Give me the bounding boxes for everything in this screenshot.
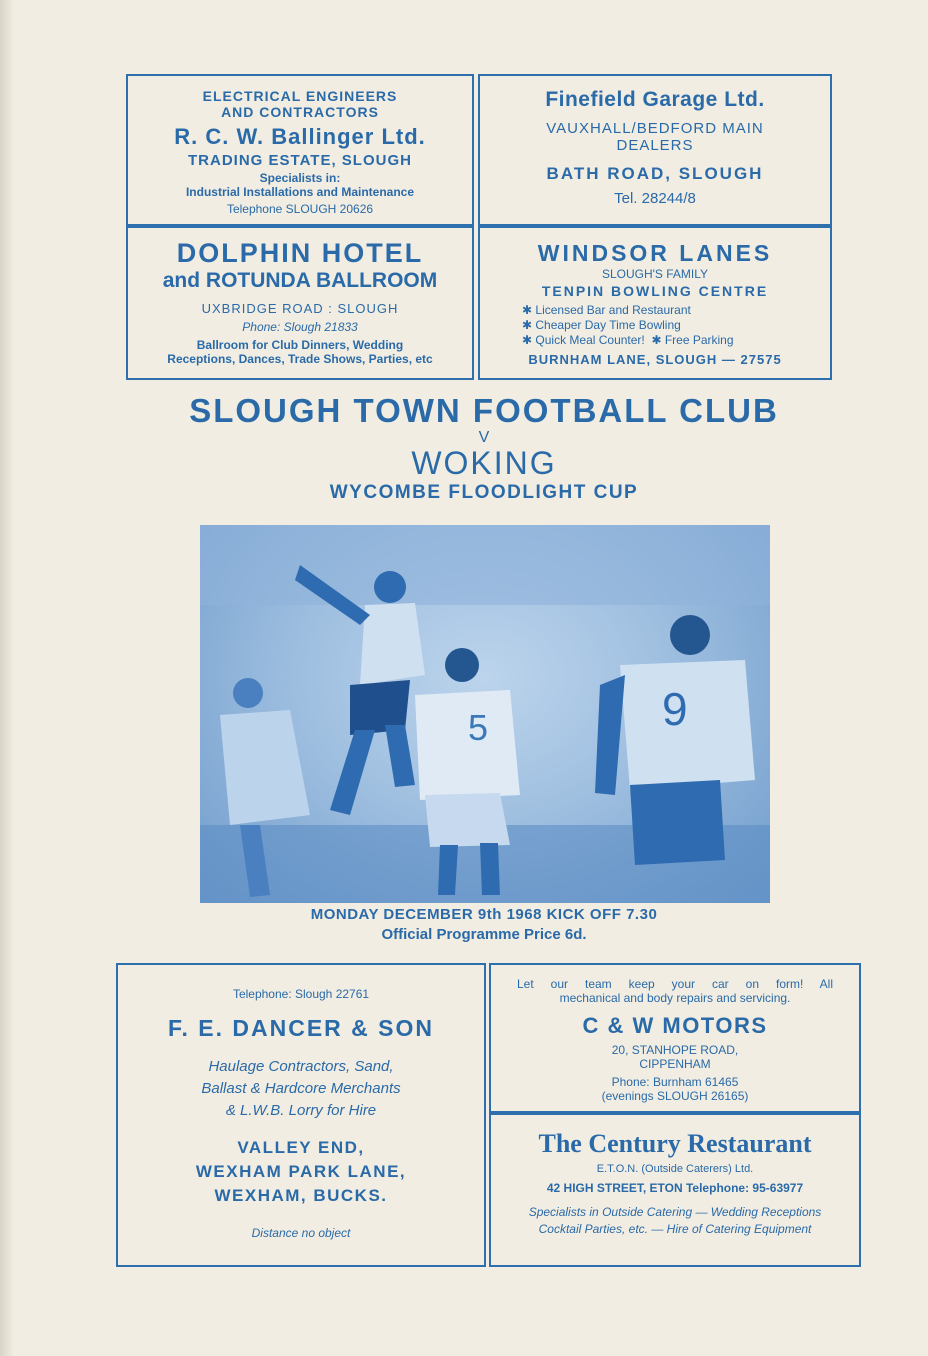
windsor-bullet-parking: ✱ Free Parking [651,333,734,347]
ballinger-services: Industrial Installations and Maintenance [185,185,415,199]
football-action-illustration [200,525,770,903]
cw-addr2: CIPPENHAM [639,1057,711,1071]
dancer-addr1: VALLEY END, [237,1138,365,1157]
finefield-line2: DEALERS [616,137,694,154]
windsor-bullet-meal: ✱ Quick Meal Counter! [522,333,645,347]
dancer-desc3: & L.W.B. Lorry for Hire [225,1102,377,1119]
windsor-bullet-bowling: ✱ Cheaper Day Time Bowling [522,318,681,332]
cw-name: C & W MOTORS [582,1013,768,1038]
dolphin-desc1: Ballroom for Club Dinners, Wedding [196,338,404,352]
windsor-bullet-bar: ✱ Licensed Bar and Restaurant [522,303,691,317]
competition-title: WYCOMBE FLOODLIGHT CUP [329,482,639,503]
cw-intro2: mechanical and body repairs and servicing. [559,991,791,1005]
windsor-address: BURNHAM LANE, SLOUGH — 27575 [528,352,782,367]
cw-addr1: 20, STANHOPE ROAD, [611,1043,739,1057]
cw-phone2: (evenings SLOUGH 26165) [601,1089,749,1103]
ad-century-restaurant [489,1113,861,1267]
ad-dolphin-hotel [126,226,474,380]
dolphin-desc2: Receptions, Dances, Trade Shows, Parties, etc [167,352,433,366]
ballinger-address: TRADING ESTATE, SLOUGH [188,152,412,169]
dancer-addr3: WEXHAM, BUCKS. [214,1186,388,1205]
dancer-name: F. E. DANCER & SON [167,1015,435,1041]
windsor-name: WINDSOR LANES [537,240,773,266]
ballinger-phone: Telephone SLOUGH 20626 [226,202,374,216]
cw-intro1: Let our team keep your car on form! All [517,977,833,991]
opponent-title: WOKING [411,445,557,481]
century-name: The Century Restaurant [538,1129,812,1158]
century-desc2: Cocktail Parties, etc. — Hire of Catering Equipment [538,1222,812,1236]
dolphin-phone: Phone: Slough 21833 [242,320,358,334]
shirt-number-5: 5 [468,707,489,748]
finefield-line1: VAUXHALL/BEDFORD MAIN [546,120,764,137]
ad-windsor-lanes [478,226,832,380]
cw-phone1: Phone: Burnham 61465 [611,1075,739,1089]
dolphin-address: UXBRIDGE ROAD : SLOUGH [201,301,399,316]
ballinger-name: R. C. W. Ballinger Ltd. [174,124,426,149]
ballinger-line1: ELECTRICAL ENGINEERS [202,88,398,104]
match-caption [0,906,928,943]
finefield-name: Finefield Garage Ltd. [545,88,765,111]
windsor-subtitle: TENPIN BOWLING CENTRE [541,283,769,299]
century-address: 42 HIGH STREET, ETON Telephone: 95-63977 [546,1181,804,1195]
versus-label: V [478,429,490,446]
windsor-bullet-row3 [522,333,830,348]
ballinger-specialists: Specialists in: [259,171,341,185]
ad-cw-motors [489,963,861,1113]
club-title: SLOUGH TOWN FOOTBALL CLUB [189,392,779,429]
page-edge-shadow [0,0,14,1356]
dolphin-subname: and ROTUNDA BALLROOM [162,269,438,292]
match-date-kickoff: MONDAY DECEMBER 9th 1968 KICK OFF 7.30 [310,906,658,923]
dolphin-name: DOLPHIN HOTEL [176,238,424,268]
ad-ballinger [126,74,474,226]
programme-price: Official Programme Price 6d. [381,926,587,943]
finefield-phone: Tel. 28244/8 [614,190,696,207]
dancer-desc2: Ballast & Hardcore Merchants [201,1080,401,1097]
ad-dancer [116,963,486,1267]
ad-finefield [478,74,832,226]
ballinger-line2: AND CONTRACTORS [221,104,379,120]
century-sub: E.T.O.N. (Outside Caterers) Ltd. [596,1163,754,1175]
shirt-number-9: 9 [662,683,688,735]
finefield-address: BATH ROAD, SLOUGH [546,164,764,183]
windsor-tagline: SLOUGH'S FAMILY [601,267,709,281]
dancer-note: Distance no object [251,1226,351,1240]
dancer-addr2: WEXHAM PARK LANE, [195,1162,407,1181]
dancer-desc1: Haulage Contractors, Sand, [208,1058,394,1075]
century-desc1: Specialists in Outside Catering — Wedding Receptions [528,1205,822,1219]
match-heading [0,392,928,504]
match-photo [200,525,770,903]
dancer-phone: Telephone: Slough 22761 [232,987,370,1001]
